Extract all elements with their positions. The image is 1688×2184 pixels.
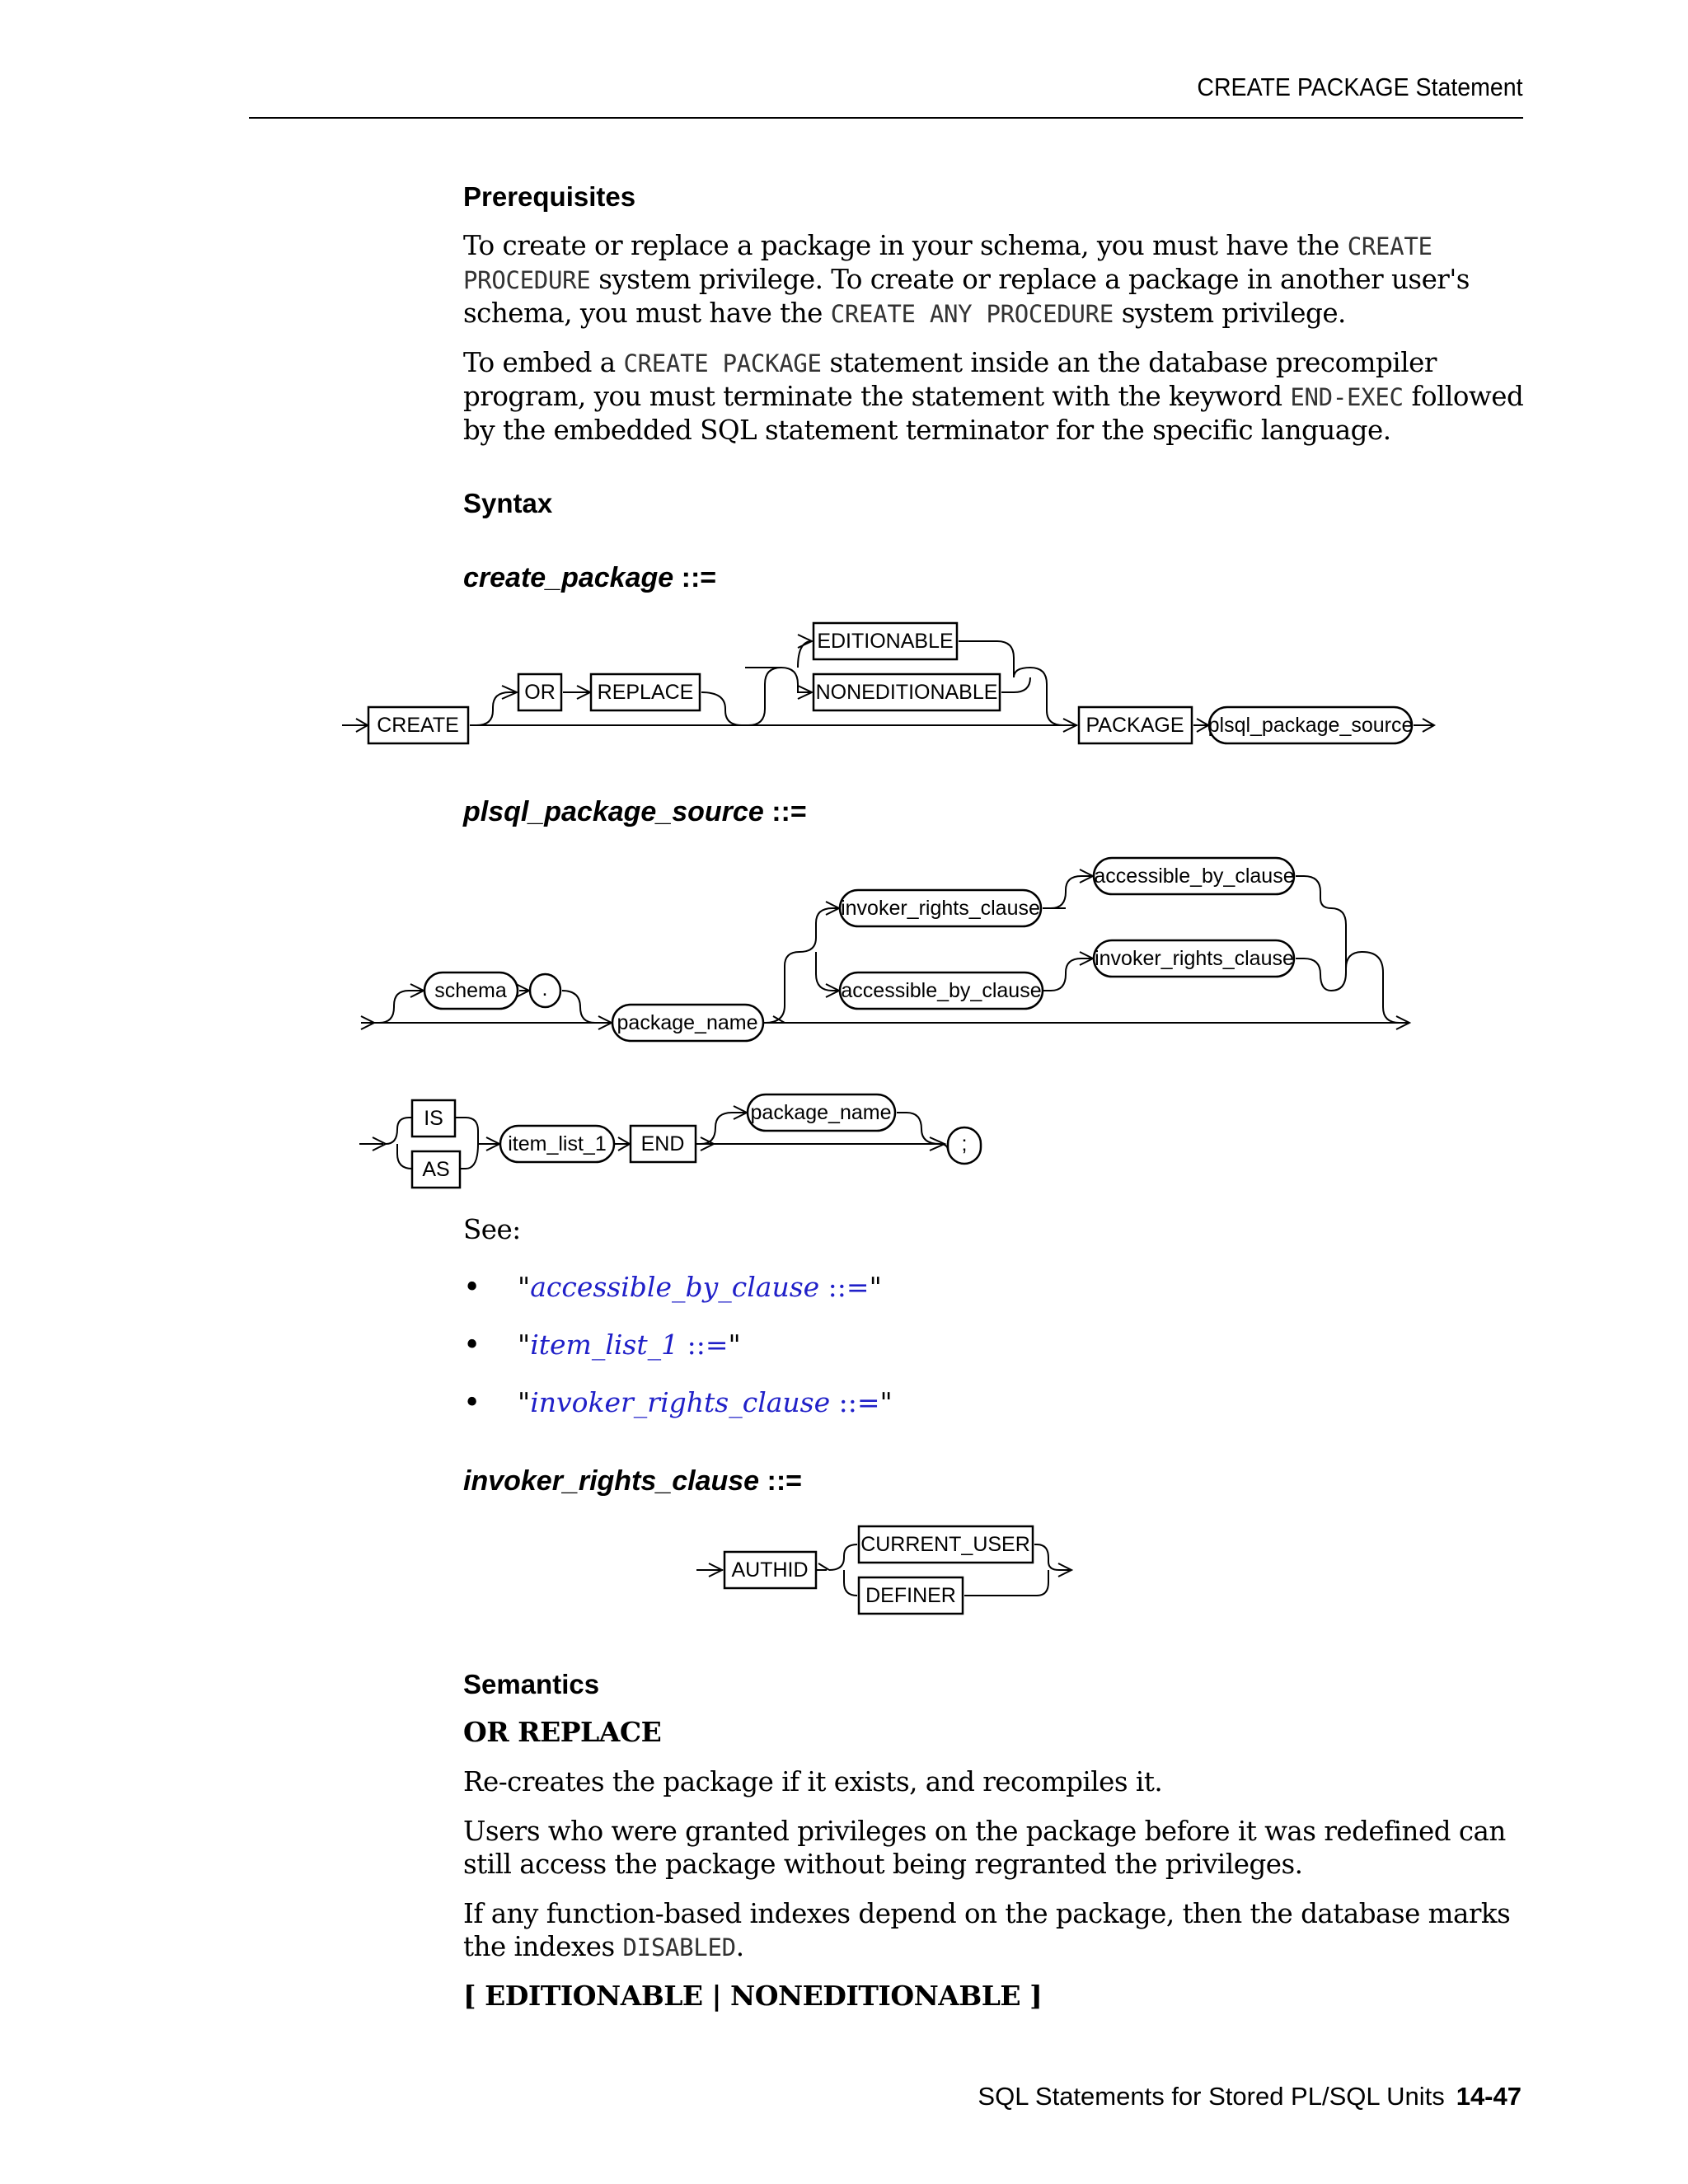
list-item: • "invoker_rights_clause ::=" [463, 1386, 893, 1444]
invoker-rights-clause-production-title [463, 1465, 802, 1497]
or-replace-heading: OR REPLACE [463, 1716, 662, 1748]
production-name: create_package [463, 562, 674, 593]
invoker-rights-clause-link[interactable] [530, 1386, 879, 1418]
text: If any function-based indexes depend on the package, then the database marks the indexes [463, 1898, 1511, 1962]
editionable-heading: [ EDITIONABLE | NONEDITIONABLE ] [463, 1980, 1043, 2012]
list-item: • "accessible_by_clause ::=" [463, 1271, 893, 1329]
item-list-1-link[interactable] [530, 1329, 728, 1361]
link-text[interactable]: accessible_by_clause [530, 1271, 820, 1303]
prerequisites-heading: Prerequisites [463, 181, 636, 212]
list-item: • "item_list_1 ::=" [463, 1329, 893, 1386]
semicolon-terminal: ; [961, 1132, 968, 1155]
noneditionable-keyword: NONEDITIONABLE [815, 681, 998, 704]
item-list-1-ref: item_list_1 [508, 1132, 607, 1155]
text: . [735, 1931, 744, 1962]
or-keyword: OR [524, 681, 556, 704]
definer-keyword: DEFINER [865, 1584, 956, 1607]
production-operator: ::= [759, 1465, 803, 1497]
production-operator: ::= [673, 562, 717, 593]
link-text[interactable]: invoker_rights_clause [530, 1386, 831, 1418]
link-operator[interactable]: ::= [819, 1271, 870, 1303]
package-keyword: PACKAGE [1085, 714, 1184, 737]
package-name-ref-2: package_name [750, 1101, 892, 1124]
see-label: See: [463, 1214, 521, 1245]
footer-text: SQL Statements for Stored PL/SQL Units [978, 2082, 1445, 2111]
or-replace-paragraph-2: Users who were granted privileges on the package before it was redefined can still access the package without being regranted the privileges. [463, 1816, 1506, 1880]
text: followed by the embedded SQL statement terminator for the specific language. [463, 381, 1524, 446]
code-text: CREATE PROCEDURE [463, 232, 1432, 294]
plsql-package-source-diagram-row2 [359, 1094, 981, 1188]
production-operator: ::= [763, 796, 807, 827]
code-text: CREATE PACKAGE [623, 349, 822, 377]
plsql-package-source-diagram [361, 858, 1409, 1041]
link-text[interactable]: item_list_1 [530, 1329, 679, 1361]
semantics-heading: Semantics [463, 1669, 600, 1699]
or-replace-paragraph-1: Re-creates the package if it exists, and recompiles it. [463, 1766, 1163, 1797]
production-name: plsql_package_source [463, 796, 764, 827]
current-user-keyword: CURRENT_USER [860, 1533, 1030, 1556]
link-operator[interactable]: ::= [830, 1386, 880, 1418]
text: system privilege. [1113, 298, 1346, 329]
as-keyword: AS [422, 1158, 450, 1181]
invoker-rights-clause-diagram [696, 1526, 1071, 1614]
create-keyword: CREATE [377, 714, 459, 737]
invoker-rights-clause-ref: invoker_rights_clause [841, 897, 1040, 920]
production-name: invoker_rights_clause [463, 1465, 760, 1497]
editionable-keyword: EDITIONABLE [817, 630, 954, 653]
see-links-list [463, 1271, 893, 1444]
code-text: CREATE ANY PROCEDURE [830, 300, 1114, 328]
end-keyword: END [640, 1132, 685, 1155]
link-operator[interactable]: ::= [678, 1329, 729, 1361]
plsql-package-source-production-title [463, 796, 807, 828]
schema-ref: schema [434, 979, 507, 1002]
dot-terminal: . [542, 977, 548, 1001]
plsql-package-source-ref: plsql_package_source [1207, 714, 1414, 737]
page-footer [978, 2082, 1522, 2111]
authid-keyword: AUTHID [731, 1558, 809, 1582]
code-text: DISABLED [622, 1933, 736, 1961]
invoker-rights-clause-ref-2: invoker_rights_clause [1095, 947, 1294, 970]
text: To create or replace a package in your schema, you must have the [463, 230, 1348, 261]
text: system privilege. To create or replace a package in another user's schema, you must have the [463, 264, 1470, 329]
running-header-title: CREATE PACKAGE Statement [1197, 73, 1523, 101]
page-number: 14-47 [1456, 2082, 1522, 2111]
text: statement inside an the database precompiler program, you must terminate the statement with the keyword [463, 347, 1437, 412]
create-package-diagram [342, 623, 1434, 743]
accessible-by-clause-ref: accessible_by_clause [841, 979, 1042, 1002]
accessible-by-clause-link[interactable] [530, 1271, 869, 1303]
syntax-heading: Syntax [463, 488, 553, 518]
text: To embed a [463, 347, 624, 378]
replace-keyword: REPLACE [597, 681, 694, 704]
is-keyword: IS [424, 1107, 443, 1130]
or-replace-paragraph-3 [463, 1897, 1535, 1964]
accessible-by-clause-ref-2: accessible_by_clause [1094, 865, 1295, 888]
package-name-ref: package_name [617, 1011, 758, 1034]
code-text: END-EXEC [1290, 383, 1404, 411]
